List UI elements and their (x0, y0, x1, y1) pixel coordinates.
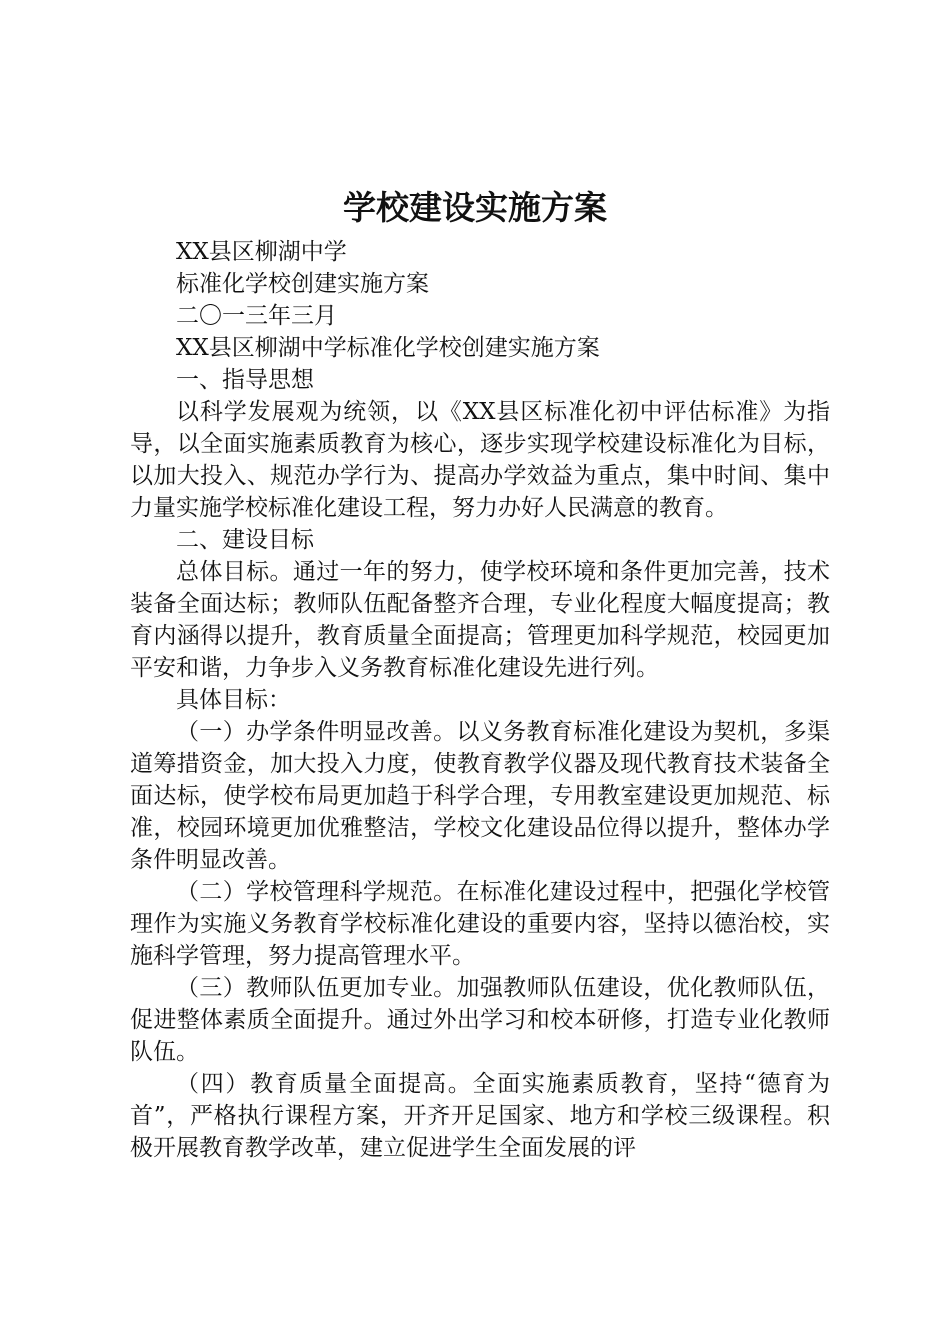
paragraph-specific-goals-label: 具体目标： (176, 687, 291, 713)
plan-subtitle-line: 标准化学校创建实施方案 (176, 271, 429, 297)
document-title: 学校建设实施方案 (343, 188, 607, 227)
plan-heading-line: XX县区柳湖中学标准化学校创建实施方案 (176, 335, 600, 361)
paragraph-guiding-ideology: 以科学发展观为统领，以《XX县区标准化初中评估标准》为指导，以全面实施素质教育为核心，逐步实现学校建设标准化为目标，以加大投入、规范办学行为、提高办学效益为重点，集中时间、集中力量实施学校标准化建设工程，努力办好人民满意的教育。 (130, 399, 830, 521)
date-line: 二〇一三年三月 (176, 303, 337, 329)
section-heading-guiding-ideology: 一、指导思想 (176, 367, 314, 393)
paragraph-goal-4: （四）教育质量全面提高。全面实施素质教育，坚持“德育为首”，严格执行课程方案，开齐开足国家、地方和学校三级课程。积极开展教育教学改革，建立促进学生全面发展的评 (130, 1071, 830, 1161)
section-heading-construction-goals: 二、建设目标 (176, 527, 314, 553)
paragraph-goal-3: （三）教师队伍更加专业。加强教师队伍建设，优化教师队伍，促进整体素质全面提升。通过外出学习和校本研修，打造专业化教师队伍。 (130, 975, 830, 1065)
document-body (130, 236, 830, 1164)
paragraph-overall-goal: 总体目标。通过一年的努力，使学校环境和条件更加完善，技术装备全面达标；教师队伍配备整齐合理，专业化程度大幅度提高；教育内涵得以提升，教育质量全面提高；管理更加科学规范，校园更加平安和谐，力争步入义务教育标准化建设先进行列。 (130, 559, 830, 681)
paragraph-goal-2: （二）学校管理科学规范。在标准化建设过程中，把强化学校管理作为实施义务教育学校标准化建设的重要内容，坚持以德治校，实施科学管理，努力提高管理水平。 (130, 879, 830, 969)
paragraph-goal-1: （一）办学条件明显改善。以义务教育标准化建设为契机，多渠道筹措资金，加大投入力度，使教育教学仪器及现代教育技术装备全面达标，使学校布局更加趋于科学合理，专用教室建设更加规范、标准，校园环境更加优雅整洁，学校文化建设品位得以提升，整体办学条件明显改善。 (130, 719, 830, 873)
school-name-line: XX县区柳湖中学 (176, 239, 347, 265)
